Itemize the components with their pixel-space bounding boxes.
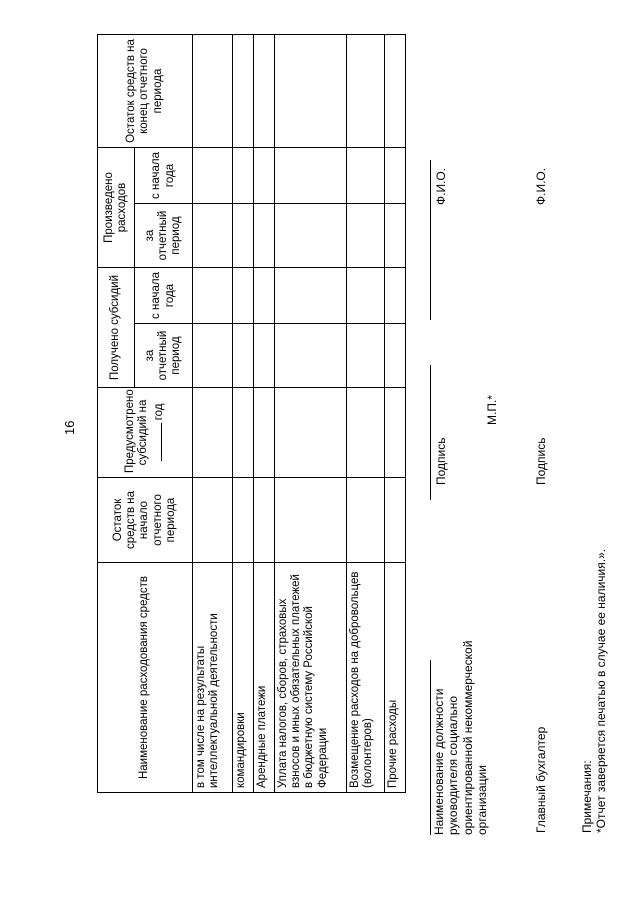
table-row	[385, 34, 406, 792]
header-received-year: с начала года	[135, 268, 193, 324]
expenditure-report-table	[97, 34, 406, 793]
table-row	[347, 34, 385, 792]
head-signature-line	[430, 365, 431, 500]
head-fio-line	[430, 160, 431, 320]
header-received-period: за отчетный период	[135, 324, 193, 388]
notes-title: Примечания:	[580, 760, 594, 833]
row-label: Арендные платежи	[254, 563, 275, 793]
row-label: Уплата налогов, сборов, страховых взносов и иных обязательных платежей в бюджетную систему Российской Федерации	[275, 563, 347, 793]
header-planned-line1: Предусмотрено субсидий на	[124, 389, 150, 473]
row-label: Прочие расходы	[385, 563, 406, 793]
head-position-line	[430, 660, 431, 835]
chief-accountant-label: Главный бухгалтер	[534, 726, 548, 833]
row-label: в том числе на результаты интеллектуальной деятельности	[193, 563, 233, 793]
header-received: Получено субсидий	[98, 268, 135, 388]
header-balance-end: Остаток средств на конец отчетного периода	[98, 34, 193, 147]
row-label: Возмещение расходов на добровольцев (волонтеров)	[347, 563, 385, 793]
header-name: Наименование расходования средств	[98, 563, 193, 793]
header-spent: Произведено расходов	[98, 147, 135, 267]
table-row	[254, 34, 275, 792]
table-row	[193, 34, 233, 792]
notes	[580, 549, 609, 833]
header-spent-period: за отчетный период	[135, 204, 193, 268]
accountant-fio-label: Ф.И.О.	[534, 167, 548, 205]
stamp-label: М.П.*	[485, 395, 499, 425]
header-planned-line2: год	[152, 403, 165, 421]
row-label: командировки	[233, 563, 254, 793]
head-fio-label: Ф.И.О.	[434, 167, 448, 205]
page-number: 16	[62, 420, 77, 435]
header-spent-year: с начала года	[135, 147, 193, 203]
table-row	[233, 34, 254, 792]
header-balance-start: Остаток средств на начало отчетного периода	[98, 478, 193, 563]
table-row	[275, 34, 347, 792]
head-signature-label: Подпись	[434, 437, 448, 485]
header-planned	[98, 388, 193, 478]
notes-text: *Отчет заверяется печатью в случае ее наличия.».	[594, 548, 609, 833]
year-blank	[151, 424, 162, 462]
head-position-label: Наименование должности руководителя социально ориентированной некоммерческой организации	[432, 640, 490, 835]
accountant-signature-label: Подпись	[534, 437, 548, 485]
